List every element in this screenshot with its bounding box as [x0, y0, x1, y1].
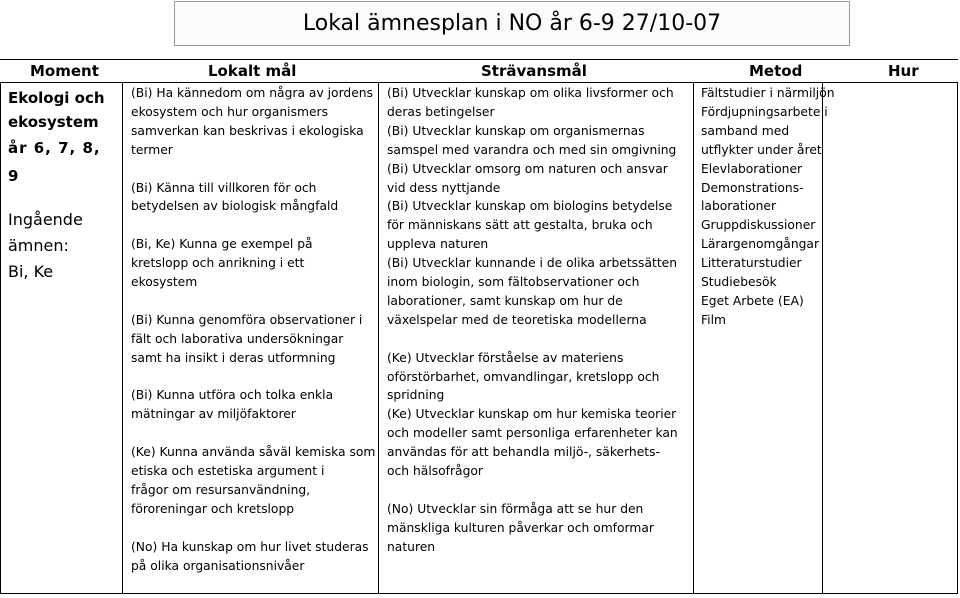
metod-item: Lärargenomgångar: [701, 237, 820, 252]
stravansmal-line: laborationer, samt kunskap om hur de: [387, 293, 623, 308]
metod-item: Elevlaborationer: [701, 161, 803, 176]
lokalt-mal-line: (Bi, Ke) Kunna ge exempel på: [131, 237, 313, 252]
stravansmal-line: spridning: [387, 388, 445, 403]
column-divider: [378, 82, 379, 594]
stravansmal-line: och hälsofrågor: [387, 464, 483, 479]
lokalt-mal-line: fält och laborativa undersökningar: [131, 331, 344, 346]
lokalt-mal-line: ekosystem och hur organismers: [131, 104, 329, 119]
stravansmal-line: deras betingelser: [387, 104, 495, 119]
moment-cell: [8, 86, 120, 286]
stravansmal-line: mänskliga kulturen påverkar och omformar: [387, 520, 654, 535]
spacer: [131, 160, 375, 179]
lokalt-mal-line: mätningar av miljöfaktorer: [131, 407, 296, 422]
moment-line: 9: [8, 167, 19, 185]
lokalt-mal-line: termer: [131, 142, 173, 157]
stravansmal-line: (Ke) Utvecklar kunskap om hur kemiska teorier: [387, 407, 677, 422]
metod-item: utflykter under året: [701, 142, 822, 157]
moment-line: år 6, 7, 8,: [8, 139, 101, 157]
metod-item: Demonstrations-: [701, 180, 804, 195]
stravansmal-line: för människans sätt att gestalta, bruka och: [387, 218, 653, 233]
lokalt-mal-cell: [131, 84, 375, 575]
lokalt-mal-line: (Ke) Kunna använda såväl kemiska som: [131, 445, 376, 460]
stravansmal-line: användas för att behandla miljö-, säkerhets-: [387, 445, 660, 460]
lokalt-mal-line: samt ha insikt i deras utformning: [131, 350, 336, 365]
stravansmal-line: naturen: [387, 539, 436, 554]
lokalt-mal-line: (Bi) Ha kännedom om några av jordens: [131, 86, 373, 100]
stravansmal-line: uppleva naturen: [387, 237, 489, 252]
page-title: Lokal ämnesplan i NO år 6-9 27/10-07: [174, 1, 850, 46]
stravansmal-line: (Bi) Utvecklar kunskap om biologins betydelse: [387, 199, 673, 214]
spacer: [131, 519, 375, 538]
lokalt-mal-line: etiska och estetiska argument i: [131, 464, 325, 479]
lokalt-mal-line: ekosystem: [131, 275, 198, 290]
lokalt-mal-line: kretslopp och anrikning i ett: [131, 256, 305, 271]
spacer: [131, 292, 375, 311]
metod-item: Gruppdiskussioner: [701, 218, 816, 233]
lokalt-mal-line: (No) Ha kunskap om hur livet studeras: [131, 539, 369, 554]
lokalt-mal-line: (Bi) Kunna utföra och tolka enkla: [131, 388, 334, 403]
ingaende-label: Ingående: [8, 210, 83, 229]
lokalt-mal-line: (Bi) Kunna genomföra observationer i: [131, 312, 363, 327]
header-moment: Moment: [30, 62, 99, 80]
metod-item: Fördjupningsarbete i: [701, 104, 828, 119]
spacer: [131, 368, 375, 387]
lokalt-mal-line: betydelsen av biologisk mångfald: [131, 199, 339, 214]
spacer: [387, 330, 678, 349]
stravansmal-line: vid dess nyttjande: [387, 180, 501, 195]
stravansmal-line: (Bi) Utvecklar kunskap om organismernas: [387, 123, 645, 138]
lokalt-mal-line: föroreningar och kretslopp: [131, 501, 295, 516]
stravansmal-line: (Bi) Utvecklar kunnande i de olika arbetssätten: [387, 256, 677, 271]
lokalt-mal-line: frågor om resursanvändning,: [131, 482, 311, 497]
header-hur: Hur: [888, 62, 919, 80]
moment-line: ekosystem: [8, 113, 99, 131]
spacer: [131, 216, 375, 235]
column-divider: [122, 82, 123, 594]
metod-item: Fältstudier i närmiljön: [701, 86, 835, 100]
stravansmal-line: (No) Utvecklar sin förmåga att se hur den: [387, 501, 644, 516]
stravansmal-line: växelspelar med de teoretiska modellerna: [387, 312, 647, 327]
table-header: [0, 60, 960, 82]
header-lokalt-mal: Lokalt mål: [208, 62, 297, 80]
stravansmal-line: och modeller samt personliga erfarenheter kan: [387, 426, 678, 441]
header-stravansmal: Strävansmål: [481, 62, 587, 80]
lokalt-mal-line: (Bi) Känna till villkoren för och: [131, 180, 317, 195]
stravansmal-line: oförstörbarhet, omvandlingar, kretslopp och: [387, 369, 660, 384]
header-top-rule: [0, 59, 958, 60]
lokalt-mal-line: på olika organisationsnivåer: [131, 558, 305, 573]
ingaende-subjects: Bi, Ke: [8, 262, 54, 281]
metod-item: Eget Arbete (EA): [701, 293, 804, 308]
column-divider: [693, 82, 694, 594]
metod-item: samband med: [701, 123, 790, 138]
metod-item: Litteraturstudier: [701, 256, 802, 271]
stravansmal-line: (Bi) Utvecklar kunskap om olika livsformer och: [387, 86, 674, 100]
ingaende-label: ämnen:: [8, 236, 69, 255]
stravansmal-line: (Bi) Utvecklar omsorg om naturen och ansvar: [387, 161, 668, 176]
stravansmal-line: samspel med varandra och med sin omgivning: [387, 142, 677, 157]
header-metod: Metod: [749, 62, 803, 80]
metod-item: laborationer: [701, 199, 777, 214]
stravansmal-cell: [387, 84, 678, 557]
lokalt-mal-line: samverkan kan beskrivas i ekologiska: [131, 123, 364, 138]
stravansmal-line: inom biologin, som fältobservationer och: [387, 275, 640, 290]
stravansmal-line: (Ke) Utvecklar förståelse av materiens: [387, 350, 624, 365]
metod-item: Studiebesök: [701, 275, 777, 290]
metod-cell: [701, 84, 835, 330]
spacer: [387, 481, 678, 500]
spacer: [131, 424, 375, 443]
metod-item: Film: [701, 312, 726, 327]
moment-line: Ekologi och: [8, 89, 105, 107]
